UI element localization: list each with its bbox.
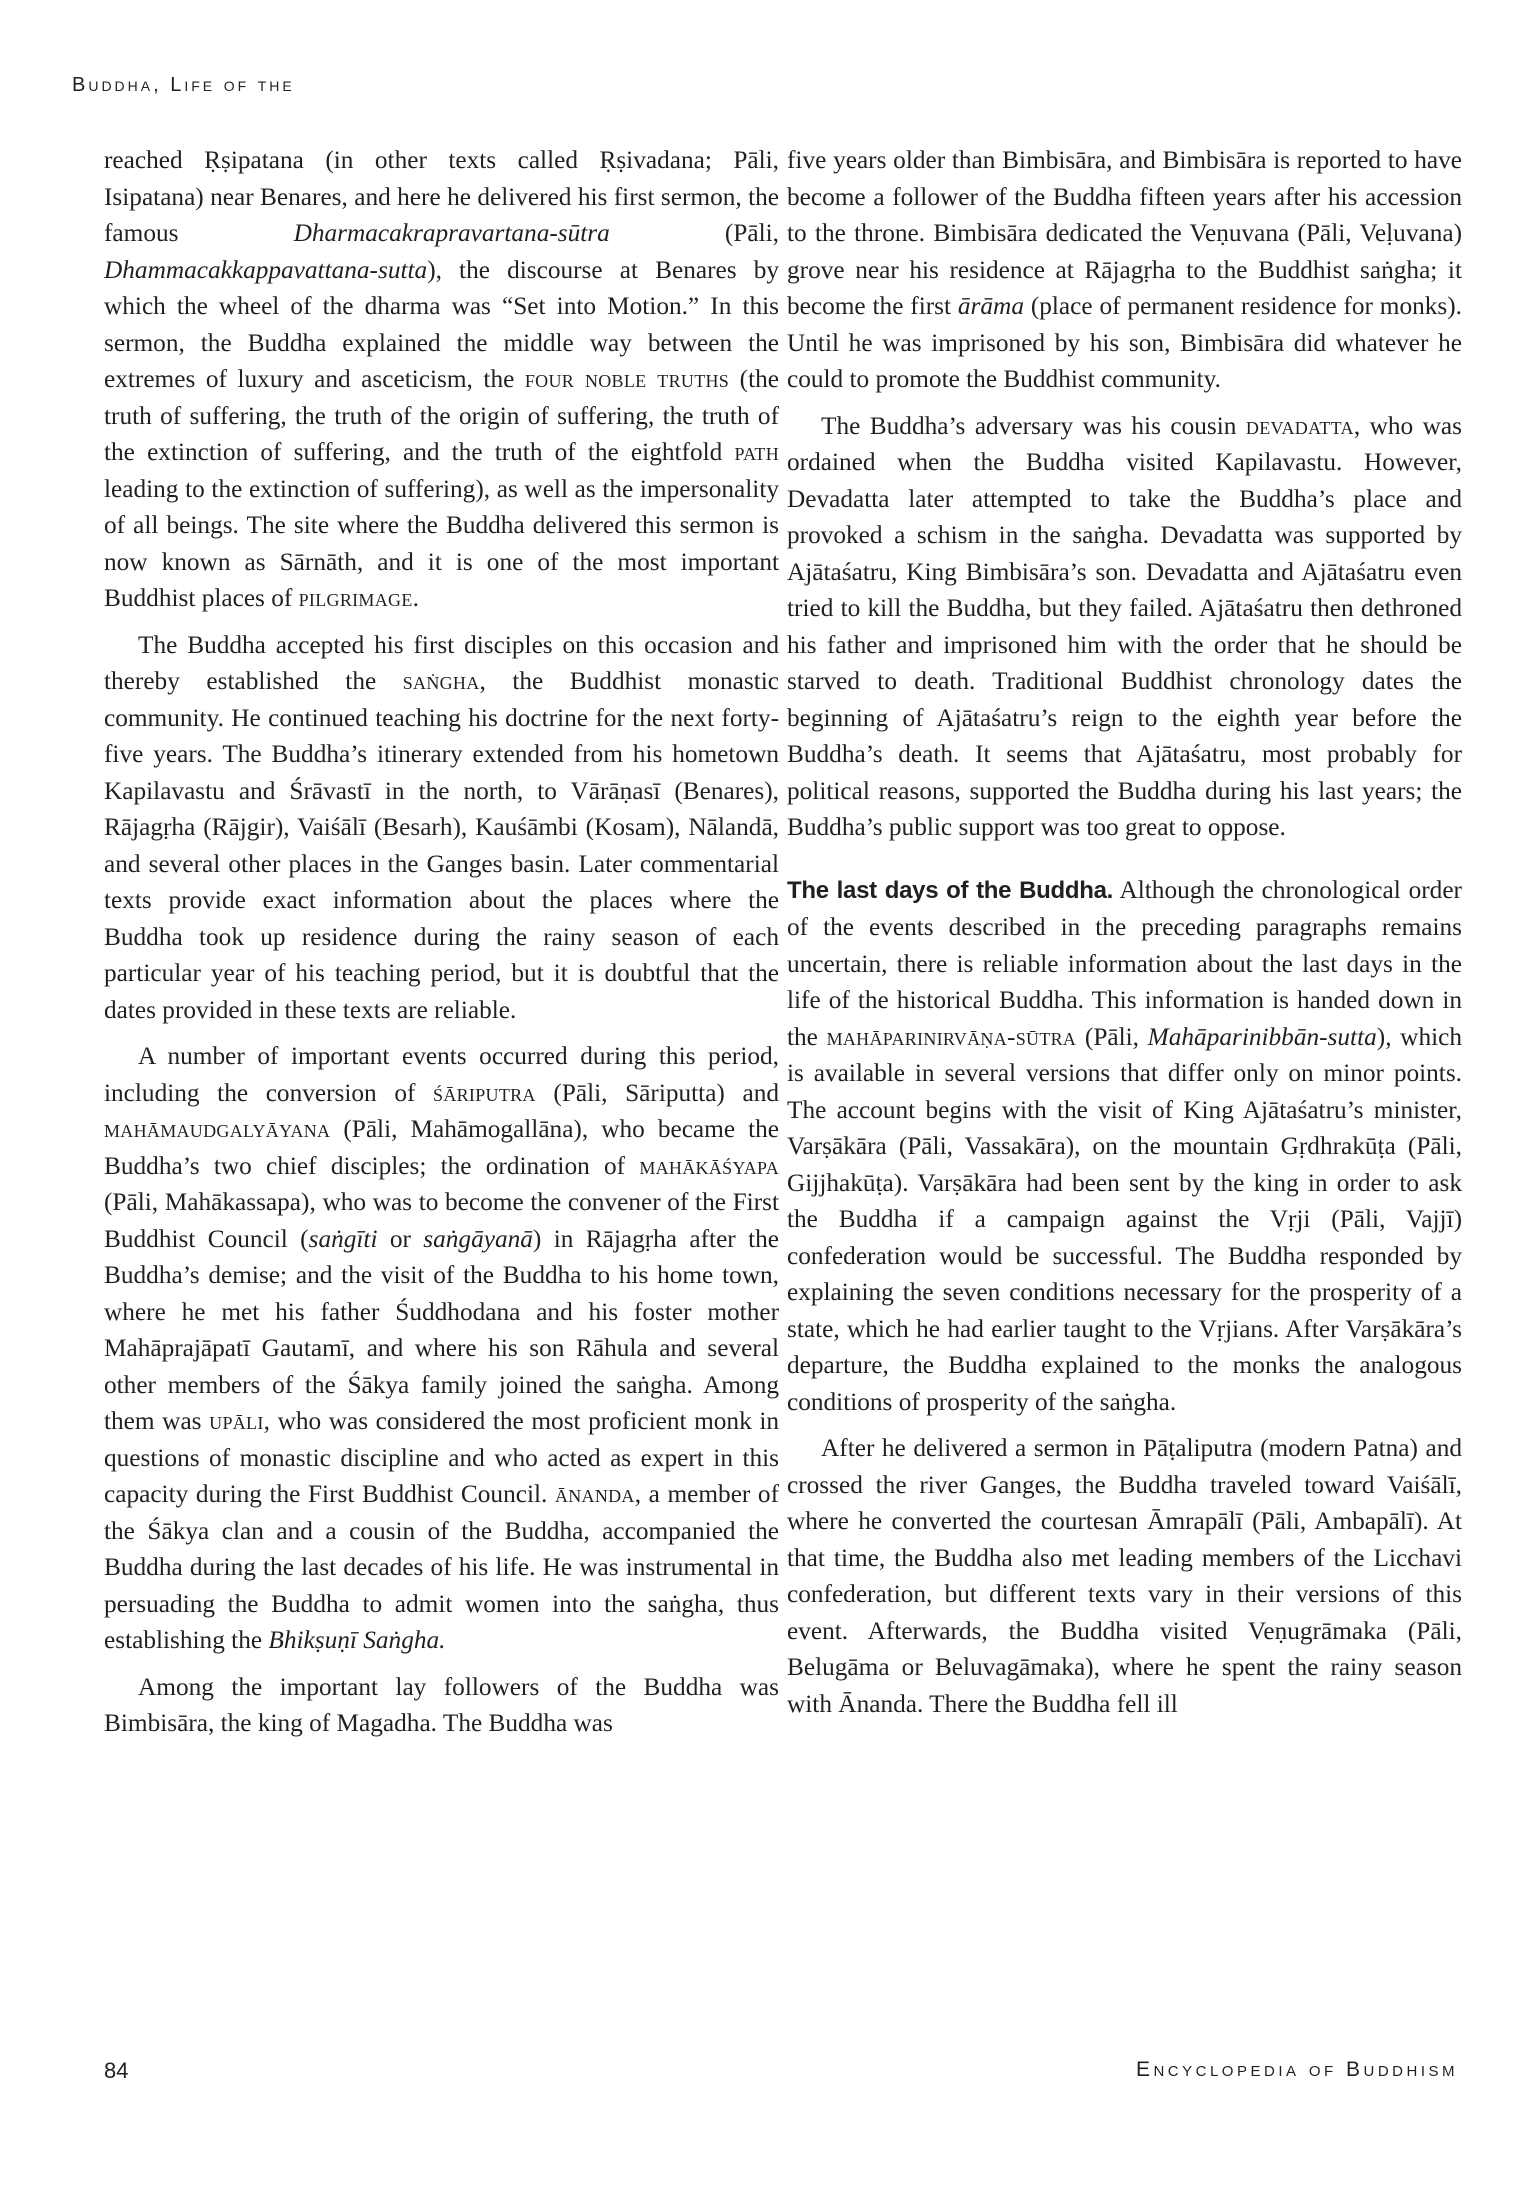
paragraph [787, 408, 1462, 846]
paragraph [104, 1038, 779, 1659]
book-title: Encyclopedia of Buddhism [1135, 2058, 1458, 2081]
italic-term: ārāma [957, 292, 1024, 320]
cross-reference-sangha[interactable]: saṅgha [402, 667, 480, 695]
italic-term: Mahāparinibbān-sutta [1147, 1022, 1377, 1051]
text: (the truth of suffering, the truth of the origin of suffering, the truth of the extinction of suffering, and the truth of the eightfold [104, 365, 779, 466]
text: After he delivered a sermon in Pāṭaliputra (modern Patna) and crossed the river Ganges, the Buddha traveled toward Vaiśālī, where he converted the courtesan Āmrapālī (Pāli, Ambapālī). At that time, the Buddha also met leading members of the Licchavi confederation, but different texts vary in their versions of this event. Afterwards, the Buddha visited Veṇugrāmaka (Pāli, Belugāma or Beluvagāmaka), where he spent the rainy season with Ānanda. There the Buddha fell ill [787, 1434, 1462, 1718]
text: (Pāli, Sāriputta) and [535, 1078, 779, 1107]
text: ), the discourse at Benares by which the wheel of the dharma was “Set into Motion.” In this sermon, the Buddha explained the middle way between the extremes of luxury and asceticism, the [104, 255, 779, 393]
page-number: 84 [104, 2058, 129, 2083]
right-column [787, 142, 1462, 1732]
cross-reference-mahaparinirvana-sutra[interactable]: mahāparinirvāṇa-sūtra [826, 1022, 1077, 1051]
left-column [104, 142, 779, 1752]
text: , who was ordained when the Buddha visited Kapilavastu. However, Devadatta later attempted to take the Buddha’s place and provoked a schism in the saṅgha. Devadatta was supported by Ajātaśatru, King Bimbisāra’s son. Devadatta and Ajātaśatru even tried to kill the Buddha, but they failed. Ajātaśatru then dethroned his father and imprisoned him with the order that he should be starved to death. Traditional Buddhist chronology dates the beginning of Ajātaśatru’s reign to the eighth year before the Buddha’s death. It seems that Ajātaśatru, most probably for political reasons, supported the Buddha during his last years; the Buddha’s public support was too great to oppose. [787, 411, 1462, 841]
text: five years older than Bimbisāra, and Bimbisāra is reported to have become a follower of the Buddha fifteen years after his accession to the throne. Bimbisāra dedicated the Veṇuvana (Pāli, Veḷuvana) grove near his residence at Rājagṛha to the Buddhist saṅgha; it become the first [787, 146, 1462, 320]
cross-reference-mahakasyapa[interactable]: mahākāśyapa [639, 1151, 779, 1180]
italic-term: Dharmacakrapravartana-sūtra [293, 219, 610, 247]
paragraph [104, 142, 779, 617]
text: . [412, 584, 419, 612]
text: leading to the extinction of suffering), as well as the impersonality of all beings. The site where the Buddha delivered this sermon is now known as Sārnāth, and it is one of the most important Buddhist places of [104, 474, 779, 612]
text: (Pāli, [1076, 1022, 1148, 1051]
text: (Pāli, [609, 219, 779, 247]
cross-reference-four-noble-truths[interactable]: four noble truths [524, 365, 730, 393]
text: The Buddha’s adversary was his cousin [821, 411, 1246, 440]
cross-reference-ananda[interactable]: ānanda [554, 1480, 635, 1508]
cross-reference-upali[interactable]: upāli [209, 1407, 264, 1435]
text: The Buddha accepted his first disciples on this occasion and thereby established the [104, 630, 779, 695]
cross-reference-pilgrimage[interactable]: pilgrimage [298, 584, 413, 612]
cross-reference-sariputra[interactable]: śāriputra [433, 1078, 536, 1107]
text: (place of permanent residence for monks). Until he was imprisoned by his son, Bimbisāra did whatever he could to promote the Buddhist community. [787, 292, 1462, 393]
italic-term: saṅgīti [308, 1224, 378, 1253]
cross-reference-mahamaudgalyayana[interactable]: mahāmaudgalyāyana [104, 1115, 331, 1143]
paragraph [104, 627, 779, 1029]
text: reached Ṛṣipatana (in other texts called Ṛṣivadana; Pāli, Isipatana) near Benares, and here he delivered his first sermon, the famous [104, 146, 779, 247]
section-heading: The last days of the Buddha. [787, 876, 1113, 904]
paragraph [787, 142, 1462, 398]
cross-reference-path[interactable]: path [734, 438, 779, 466]
text: , the Buddhist monastic community. He continued teaching his doctrine for the next forty-five years. The Buddha’s itinerary extended from his hometown Kapilavastu and Śrāvastī in the north, to Vārāṇasī (Benares), Rājagṛha (Rājgir), Vaiśālī (Besarh), Kauśāmbi (Kosam), Nālandā, and several other places in the Ganges basin. Later commentarial texts provide exact information about the places where the Buddha took up residence during the rainy season of each particular year of his teaching period, but it is doubtful that the dates provided in these texts are reliable. [104, 667, 780, 1024]
text: , who was considered the most proficient monk in questions of monastic discipline and who acted as expert in this capacity during the First Buddhist Council. [104, 1407, 780, 1508]
italic-term: Bhikṣuṇī Saṅgha. [268, 1626, 446, 1654]
italic-term: saṅgāyanā [423, 1224, 533, 1253]
text: A number of important events occurred during this period, including the conversion of [104, 1042, 779, 1107]
paragraph [787, 1430, 1462, 1722]
text: (Pāli, Mahākassapa), who was to become the convener of the First Buddhist Council ( [104, 1188, 779, 1253]
cross-reference-devadatta[interactable]: devadatta [1245, 411, 1354, 440]
running-head: Buddha, Life of the [72, 74, 295, 96]
text: (Pāli, Mahāmogallāna), who became the Buddha’s two chief disciples; the ordination of [104, 1115, 779, 1180]
text: Among the important lay followers of the Buddha was Bimbisāra, the king of Magadha. The Buddha was [104, 1672, 779, 1737]
paragraph [787, 872, 1462, 1421]
text: , a member of the Śākya clan and a cousin of the Buddha, accompanied the Buddha during the last decades of his life. He was instrumental in persuading the Buddha to admit women into the saṅgha, thus establishing the [104, 1480, 780, 1654]
text: Although the chronological order of the events described in the preceding paragraphs remains uncertain, there is reliable information about the last days in the life of the historical Buddha. This information is handed down in the [787, 875, 1462, 1051]
paragraph [104, 1669, 779, 1742]
italic-term: Dhammacakkappavattana-sutta [104, 255, 428, 284]
text: ) in Rājagṛha after the Buddha’s demise; and the visit of the Buddha to his home town, where he met his father Śuddhodana and his foster mother Mahāprajāpatī Gautamī, and where his son Rāhula and several other members of the Śākya family joined the saṅgha. Among them was [104, 1224, 779, 1435]
text: or [377, 1224, 424, 1253]
text: ), which is available in several versions that differ only on minor points. The account begins with the visit of King Ajātaśatru’s minister, Varṣākāra (Pāli, Vassakāra), on the mountain Gṛdhrakūṭa (Pāli, Gijjhakūṭa). Varṣākāra had been sent by the king in order to ask the Buddha if a campaign against the Vṛji (Pāli, Vajjī) confederation would be successful. The Buddha responded by explaining the seven conditions necessary for the prosperity of a state, which he had earlier taught to the Vṛjians. After Varṣākāra’s departure, the Buddha explained to the monks the analogous conditions of prosperity of the saṅgha. [787, 1022, 1462, 1416]
